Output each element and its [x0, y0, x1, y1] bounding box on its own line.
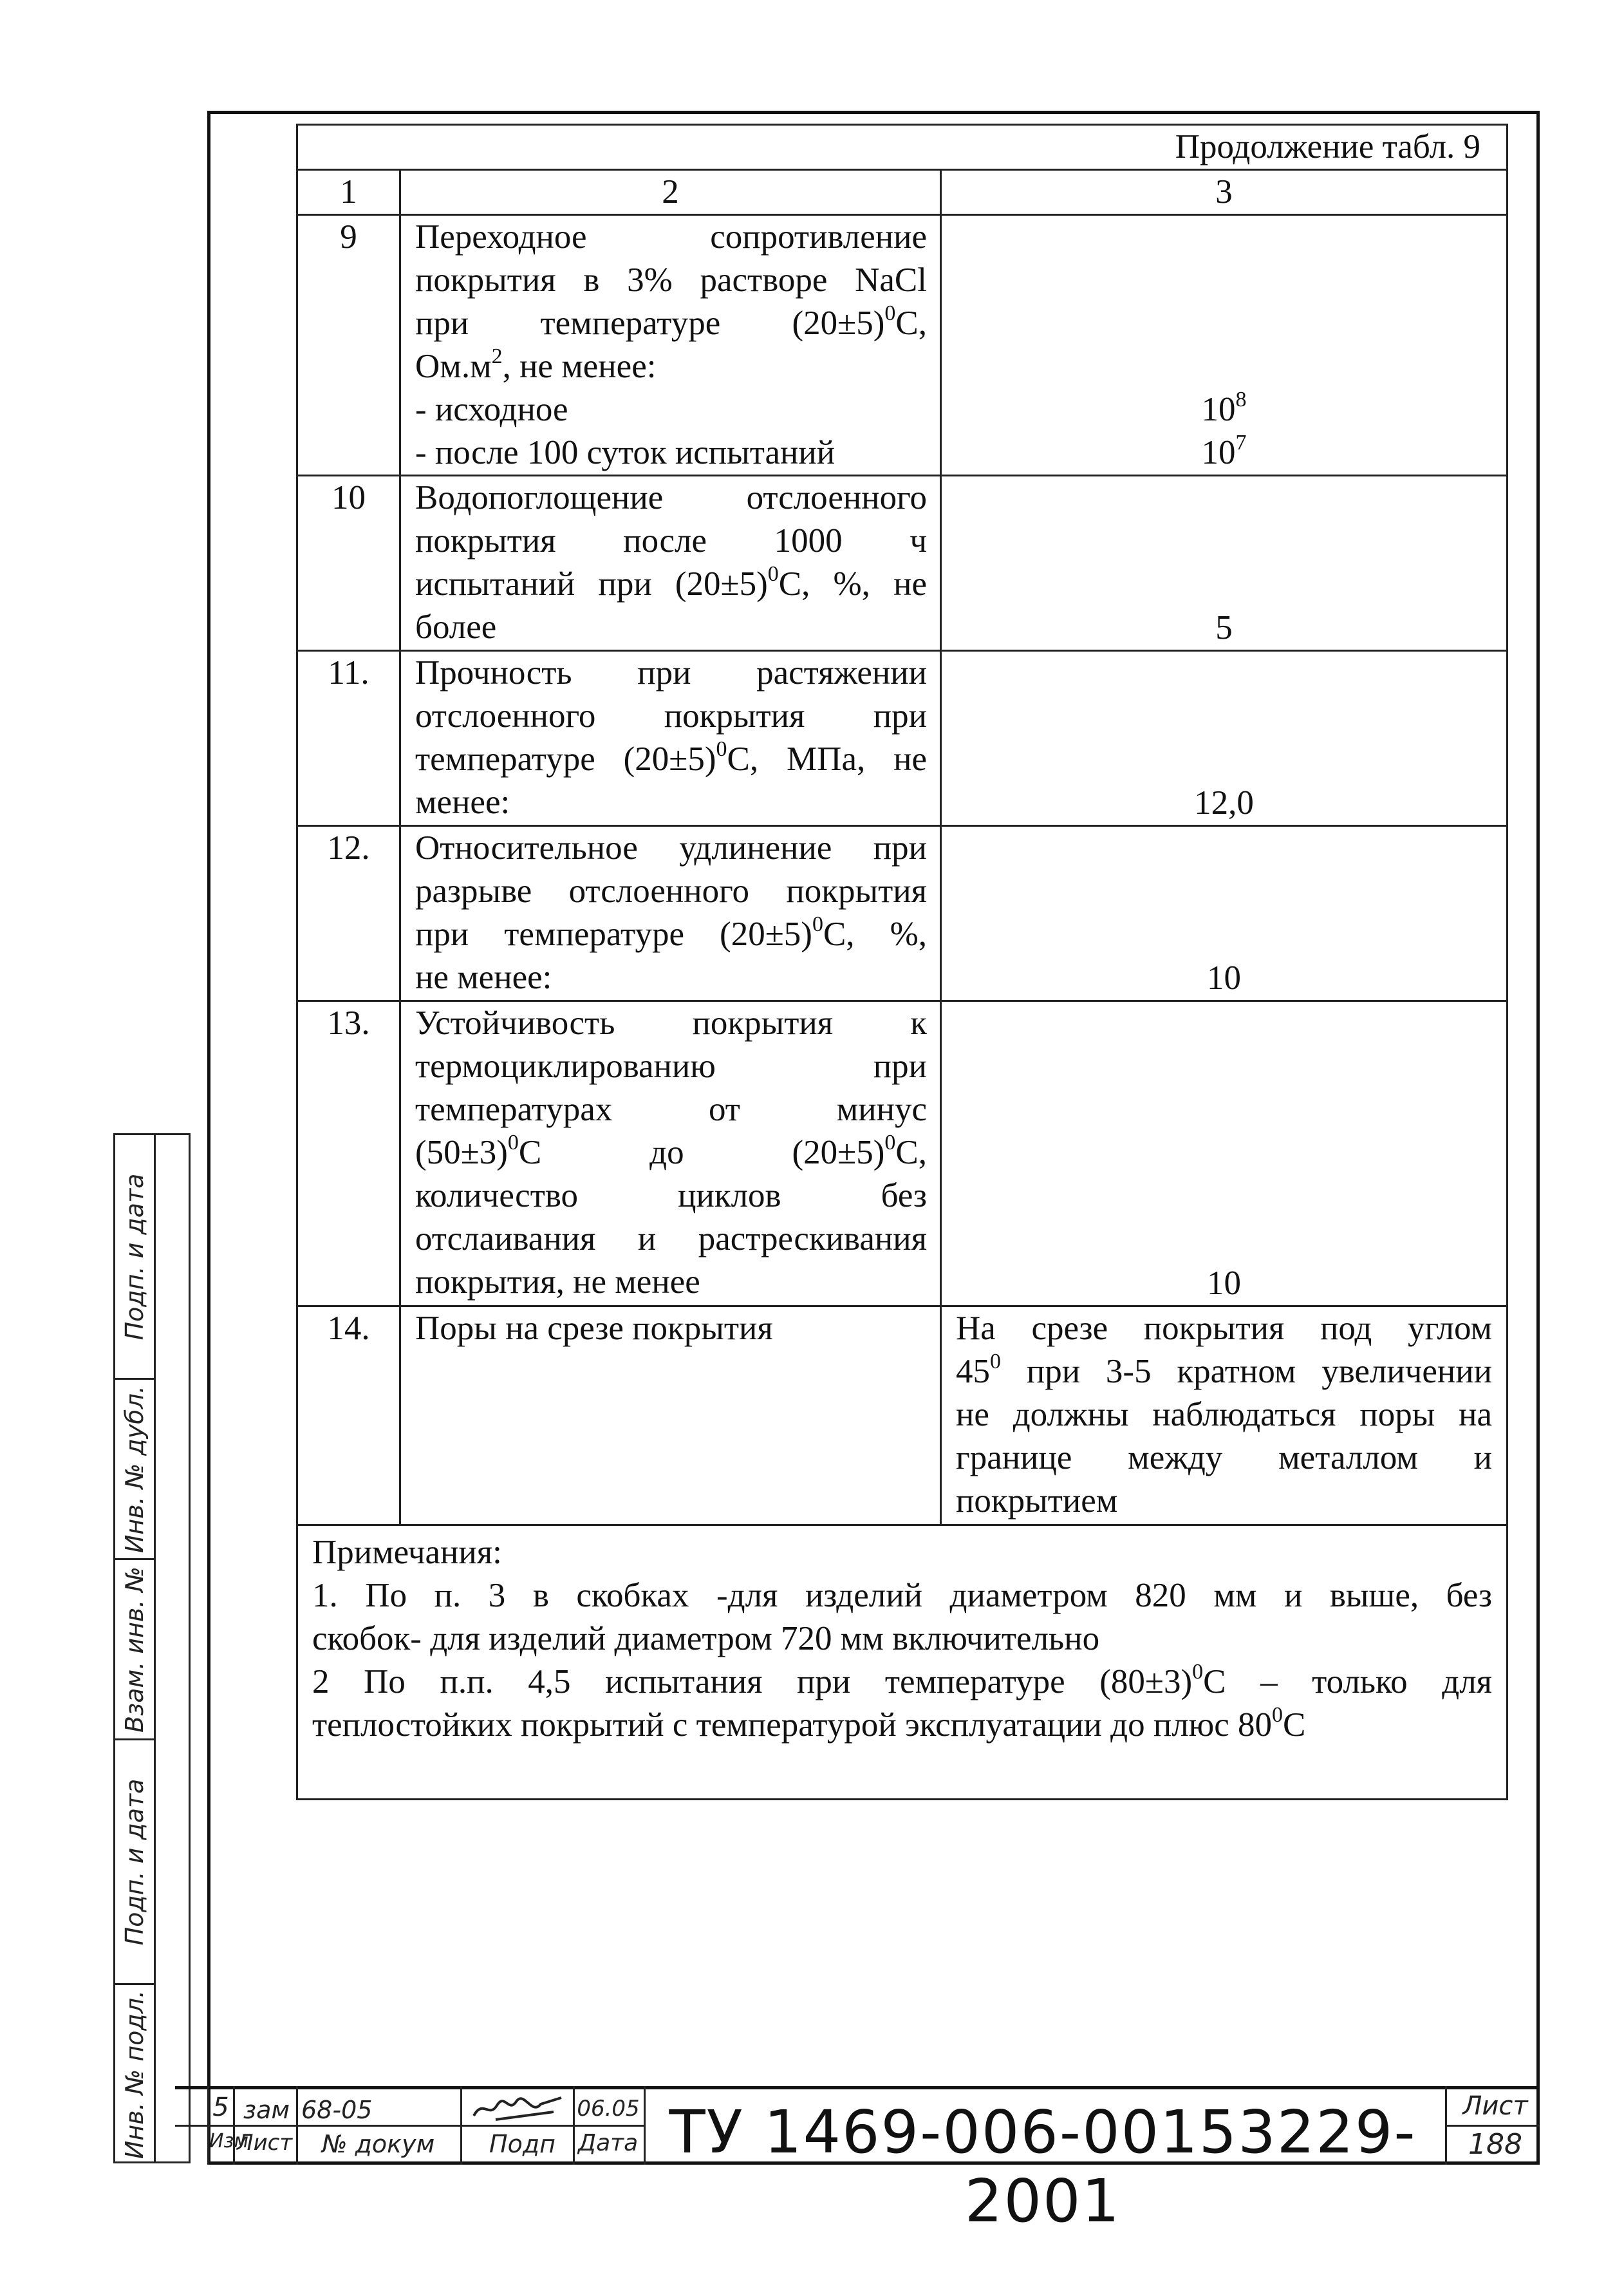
row-description: Водопоглощение отслоенного покрытия после 1000 ч испытаний при $(20\pm 5)^0C$, %, не более — [400, 476, 941, 651]
column-header-1: 1 — [297, 170, 400, 215]
table-row — [297, 476, 1507, 651]
note-line: 2 По п.п. 4,5 испытания при температуре $(80\pm 3)^0C$ – только для — [312, 1660, 1493, 1700]
continuation-row — [297, 125, 1507, 170]
notes — [297, 1525, 1507, 1800]
table-row — [297, 1001, 1507, 1306]
note-line: 1. По п. 3 в скобках -для изделий диаметром 820 мм и выше, без — [312, 1577, 1493, 1614]
row-description: Прочность при растяжении отслоенного покрытия при температуре $(20\pm 5)^0C$, МПа, не менее: — [400, 651, 941, 826]
label-izm: Изм — [209, 2130, 249, 2152]
label-list: Лист — [237, 2130, 293, 2156]
notes-row — [297, 1525, 1507, 1800]
row-value: 10 — [941, 826, 1507, 1001]
notes-title: Примечания: — [312, 1534, 502, 1571]
change-date: 06.05 — [577, 2096, 640, 2122]
change-number: 5 — [212, 2093, 229, 2122]
side-stamp-cell: Подп. и дата — [115, 1135, 154, 1380]
sheet-number: 188 — [1468, 2128, 1522, 2161]
column-header-2: 2 — [400, 170, 941, 215]
row-description: Относительное удлинение при разрыве отслоенного покрытия при температуре $(20\pm 5)^0C$, %, не менее: — [400, 826, 941, 1001]
row-number: 10 — [297, 476, 400, 651]
row-value: 5 — [941, 476, 1507, 651]
row-number: 13. — [297, 1001, 400, 1306]
side-stamp — [113, 1133, 191, 2163]
table-row — [297, 826, 1507, 1001]
table-row — [297, 1306, 1507, 1525]
side-stamp-cell: Инв. № дубл. — [115, 1380, 154, 1560]
label-doc-number: № докум — [322, 2130, 435, 2158]
row-number: 12. — [297, 826, 400, 1001]
continuation-label: Продолжение табл. 9 — [297, 125, 1507, 170]
note-line: скобок- для изделий диаметром 720 мм включительно — [312, 1620, 1100, 1657]
row-number: 9 — [297, 215, 400, 476]
row-description: Переходное сопротивление покрытия в 3% растворе NaCl при температуре $(20\pm 5)^0C$, $Ом.м^2$, не менее: - исходное - после 100 суток испытаний — [400, 215, 941, 476]
sheet-label: Лист — [1462, 2091, 1528, 2121]
row-value: $10^8$ $10^7$ — [941, 215, 1507, 476]
spec-table — [296, 124, 1508, 1800]
row-number: 14. — [297, 1306, 400, 1525]
table-row — [297, 215, 1507, 476]
side-stamp-cell: Инв. № подл. — [120, 1990, 149, 2159]
document-number: ТУ 1469-006-00153229-2001 — [669, 2098, 1417, 2236]
side-stamp-cell: Взам. инв. № — [115, 1560, 154, 1740]
side-stamp-cell: Подп. и дата — [115, 1740, 154, 1985]
row-value: На срезе покрытия под углом $45^0$ при 3-5 кратном увеличении не должны наблюдаться поры на границе между металлом и покрытием — [941, 1306, 1507, 1525]
header-row — [297, 170, 1507, 215]
change-document: 68-05 — [301, 2096, 373, 2124]
label-signature: Подп — [489, 2130, 555, 2158]
row-value: 12,0 — [941, 651, 1507, 826]
row-description: Устойчивость покрытия к термоциклированию при температурах от минус $(50\pm 3)^0C$ до $(20\pm 5)^0C$, количество циклов без отслаивания и растрескивания покрытия, не менее — [400, 1001, 941, 1306]
row-description: Поры на срезе покрытия — [400, 1306, 941, 1525]
row-value: 10 — [941, 1001, 1507, 1306]
column-header-3: 3 — [941, 170, 1507, 215]
label-date: Дата — [578, 2130, 639, 2156]
table-row — [297, 651, 1507, 826]
change-type: зам — [243, 2096, 290, 2124]
note-line: теплостойких покрытий с температурой эксплуатации до плюс $80^0C$ — [312, 1703, 1306, 1744]
row-number: 11. — [297, 651, 400, 826]
signature-icon — [470, 2090, 566, 2125]
